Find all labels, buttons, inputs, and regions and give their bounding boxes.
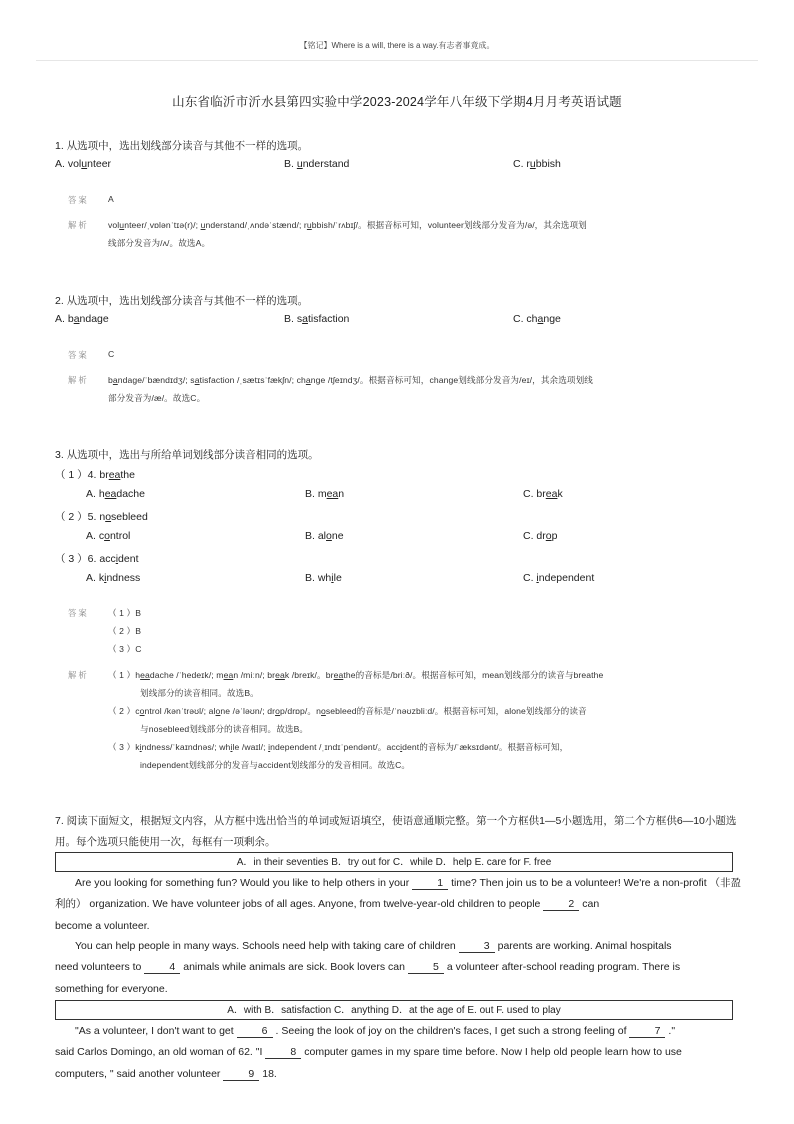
q3-analysis-1: （ 1 ）headache /ˈhedeɪk/; mean /miːn/; break /breɪk/。breathe的音标是/briːð/。根据音标可知，mean划线部分的读音与breathe <box>108 670 604 680</box>
blank-6[interactable]: 6 <box>237 1026 273 1038</box>
q3-sub3-word: （ 3 ）6. accident <box>55 553 139 565</box>
blank-9[interactable]: 9 <box>223 1069 259 1081</box>
q3-sub1-option-c[interactable]: C. break <box>523 488 563 500</box>
q3-answer-2: （ 2 ）B <box>108 626 142 636</box>
header-motto: 【铭记】Where is a will, there is a way.有志者事竟成。 <box>299 41 495 50</box>
q7-stem-line1: 7. 阅读下面短文，根据短文内容，从方框中选出恰当的单词或短语填空，使语意通顺完整。第一个方框供1—5小题选用，第二个方框供6—10小题选 <box>55 815 737 827</box>
blank-1[interactable]: 1 <box>412 878 448 890</box>
q3-answer-3: （ 3 ）C <box>108 644 142 654</box>
q3-sub1-option-b[interactable]: B. mean <box>305 488 345 500</box>
q3-analysis-1-cont: 划线部分的读音相同。故选B。 <box>140 688 259 698</box>
blank-7[interactable]: 7 <box>629 1026 665 1038</box>
q7-stem-line2: 用。每个选项只能使用一次，每框有一项剩余。 <box>55 836 276 848</box>
q3-sub2-word: （ 2 ）5. nosebleed <box>55 511 148 523</box>
q3-sub2-option-b[interactable]: B. alone <box>305 530 344 542</box>
q3-analysis-label: 解析 <box>68 670 89 680</box>
q2-analysis-label: 解析 <box>68 375 89 385</box>
header-divider <box>36 60 758 61</box>
q7-paragraph-2: You can help people in many ways. Schools need help with taking care of children 3 parents are working. Animal hospitals need volunteers to 4 animals while animals are sick. Book lovers can 5 a volunteer after-school reading program. There is something for everyone. <box>55 940 681 995</box>
q2-analysis-line2: 部分发音为/æ/。故选C。 <box>108 393 206 403</box>
blank-2[interactable]: 2 <box>543 899 579 911</box>
q1-stem: 1. 从选项中，选出划线部分读音与其他不一样的选项。 <box>55 140 309 152</box>
q3-stem: 3. 从选项中，选出与所给单词划线部分读音相同的选项。 <box>55 449 319 461</box>
page-title: 山东省临沂市沂水县第四实验中学2023-2024学年八年级下学期4月月考英语试题 <box>172 95 622 109</box>
q7-paragraph-1: Are you looking for something fun? Would you like to help others in your 1 time? Then join us to be a volunteer! We're a non-profit （非盈利的） organization. We have volunteer jobs of all ages. Anyone, from twelve-year-old children to people 2 can become a volunteer. <box>55 877 742 932</box>
q3-analysis-3-cont: independent划线部分的发音与accident划线部分的发音相同。故选C。 <box>140 760 411 770</box>
blank-4[interactable]: 4 <box>144 962 180 974</box>
q3-sub1-word: （ 1 ）4. breathe <box>55 469 135 481</box>
q1-analysis-label: 解析 <box>68 220 89 230</box>
q2-stem: 2. 从选项中，选出划线部分读音与其他不一样的选项。 <box>55 295 309 307</box>
q1-analysis-line2: 线部分发音为/ʌ/。故选A。 <box>108 238 211 248</box>
q1-answer: A <box>108 194 114 204</box>
q3-analysis-3: （ 3 ）kindness/ˈkaɪndnəs/; while /waɪl/; independent /ˌɪndɪˈpendənt/。accident的音标为/ˈæksɪdənt/。根据音标可知， <box>108 742 569 752</box>
q1-analysis-line1: volunteer/ˌvɒlənˈtɪə(r)/; understand/ˌʌndəˈstænd/; rubbish/ˈrʌbɪʃ/。根据音标可知，volunteer划线部分发音为/ə/，其余选项划 <box>108 220 587 230</box>
q3-analysis-2-cont: 与nosebleed划线部分的读音相同。故选B。 <box>140 724 309 734</box>
q3-sub3-option-a[interactable]: A. kindness <box>86 572 141 584</box>
blank-8[interactable]: 8 <box>265 1047 301 1059</box>
blank-3[interactable]: 3 <box>459 941 495 953</box>
q2-answer: C <box>108 349 115 359</box>
q2-answer-label: 答案 <box>68 350 89 360</box>
q7-paragraph-3: "As a volunteer, I don't want to get 6 . Seeing the look of joy on the children's faces, I get such a strong feeling of 7 ." said Carlos Domingo, an old woman of 62. "I 8 computer games in my spare time before. Now I help old people learn how to use computers, " said another volunteer 9 18. <box>55 1025 682 1080</box>
q1-answer-label: 答案 <box>68 195 89 205</box>
q7-word-box-2: A．with B．satisfaction C．anything D．at the age of E. out F. used to play <box>55 1000 733 1020</box>
q3-sub3-option-c[interactable]: C. independent <box>523 572 595 584</box>
q3-answer-label: 答案 <box>68 608 89 618</box>
q2-analysis-line1: bandage/ˈbændɪdʒ/; satisfaction /ˌsætɪsˈfækʃn/; change /tʃeɪndʒ/。根据音标可知，change划线部分发音为/eɪ/，其余选项划线 <box>108 375 593 385</box>
q3-sub2-option-c[interactable]: C. drop <box>523 530 558 542</box>
blank-5[interactable]: 5 <box>408 962 444 974</box>
q3-sub3-option-b[interactable]: B. while <box>305 572 342 584</box>
q2-option-c[interactable]: C. change <box>513 313 561 325</box>
q3-analysis-2: （ 2 ）control /kənˈtrəʊl/; alone /əˈləʊn/; drop/drɒp/。nosebleed的音标是/ˈnəʊzbliːd/。根据音标可知，alone划线部分的读音 <box>108 706 587 716</box>
q3-sub2-option-a[interactable]: A. control <box>86 530 131 542</box>
q3-answer-1: （ 1 ）B <box>108 608 142 618</box>
q7-word-box-1: A．in their seventies B．try out for C．while D．help E. care for F. free <box>55 852 733 872</box>
q1-option-c[interactable]: C. rubbish <box>513 158 561 170</box>
q1-option-b[interactable]: B. understand <box>284 158 350 170</box>
q2-option-a[interactable]: A. bandage <box>55 313 109 325</box>
q1-option-a[interactable]: A. volunteer <box>55 158 112 170</box>
q3-sub1-option-a[interactable]: A. headache <box>86 488 145 500</box>
q2-option-b[interactable]: B. satisfaction <box>284 313 350 325</box>
